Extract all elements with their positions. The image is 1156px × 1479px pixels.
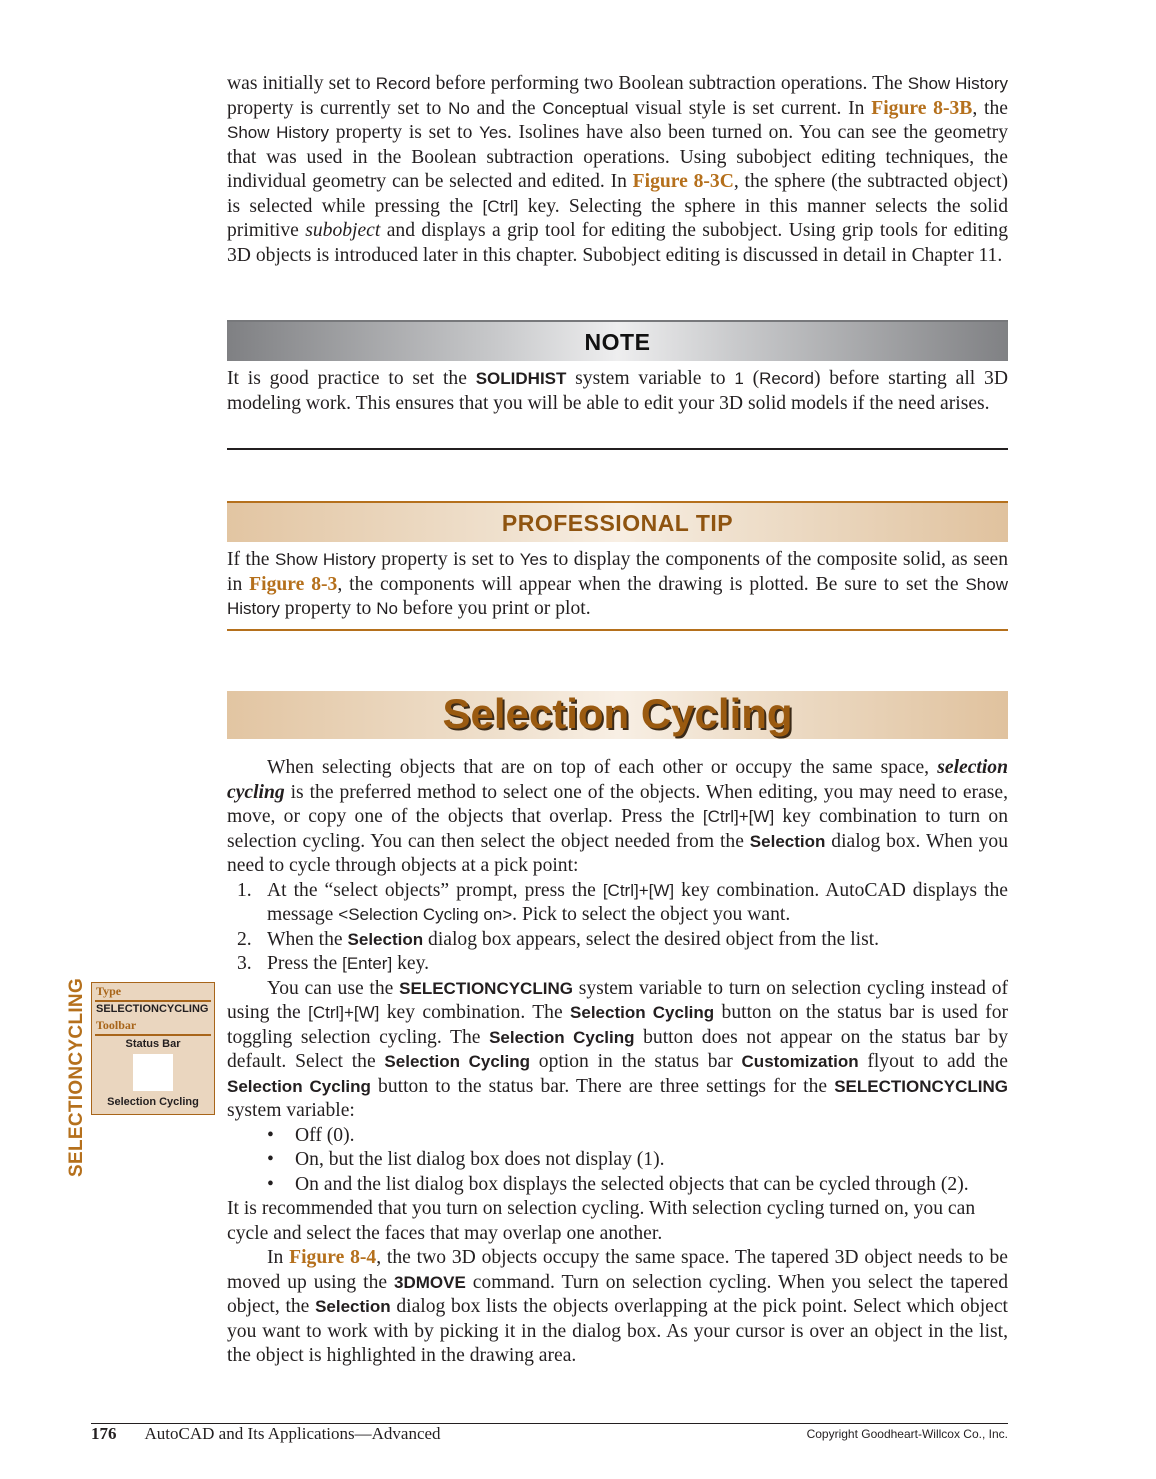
text-run: and the [469,97,543,119]
text-run: option in the status bar [530,1051,742,1072]
figure-link[interactable]: Figure 8-4 [289,1247,377,1268]
text-run: When selecting objects that are on top of each other or occupy the same space, [267,757,938,778]
text-run: key. [392,953,430,974]
text-run: Conceptual [542,98,629,118]
text-run: subobject [305,220,381,241]
text-run: ( [743,368,760,389]
text-run: Show History [907,74,1009,93]
page-number: 176 [91,1424,117,1443]
text-run: Record [759,369,814,388]
text-run: <Selection Cycling on> [338,905,513,924]
figure-link[interactable]: Figure 8-3B [871,97,973,119]
text-run: [Ctrl]+[W] [308,1003,380,1022]
text-run: Record [375,74,431,93]
text-run: . Isolines have also been turned on. You can see the geometry that was used in the Boolean subtraction operations. Using subobject editing techniques, the individual geometry can be selected and edited. In [227,122,1009,192]
section-title: Selection Cycling [227,691,1008,739]
copyright: Copyright Goodheart-Willcox Co., Inc. [806,1427,1008,1441]
ui-term: SELECTIONCYCLING [399,978,573,998]
ui-term: Selection Cycling [227,1076,371,1096]
settings-list [227,1124,1008,1198]
text-run: property is set to [328,122,480,143]
text-run: Show History [227,574,1008,618]
text-run: Show History [275,550,376,569]
figure-link[interactable]: Figure 8-3C [632,171,734,192]
ui-term: Selection Cycling [384,1052,530,1071]
button-caption: Selection Cycling [107,1096,199,1108]
text-run: Yes [519,550,548,569]
command-sidebar-box [91,982,215,1115]
intro-paragraph [227,72,1008,268]
text-run: Show History [227,123,329,142]
text-run: No [448,98,470,118]
note-header: NOTE [227,320,1008,361]
text-run: key combination. The [379,1002,571,1023]
text-run: key combination to turn on selection cycling. You can then select the object needed from the [227,806,1009,852]
text-run: No [376,599,398,618]
text-run: is the preferred method to select one of the objects. When editing, you may need to erase, move, or copy one of the objects that overlap. Press the [227,781,1008,827]
text-run: 1 [734,369,744,388]
text-run: system variable to turn on selection cycling instead of using the [227,977,1009,1023]
section-body [227,756,1008,1369]
text-run: flyout to add the [858,1051,1008,1072]
ui-term: SOLIDHIST [475,369,567,388]
list-item: 3. Press the [Enter] key. [237,953,430,974]
text-run: Off (0). [295,1124,355,1146]
text-run: [Ctrl]+[W] [702,807,775,826]
text-run: button to the status bar. There are three settings for the [370,1075,835,1097]
text-run: to display the components of the composite solid, as seen in [227,549,1009,595]
text-run: property is set to [375,549,520,570]
text-run: dialog box. When you need to cycle through objects at a pick point: [227,830,1008,876]
text-run: visual style is set current. In [628,97,872,119]
text-run: key. Selecting the sphere in this manner selects the solid primitive [227,195,1008,241]
text-run: system variable: [227,1100,355,1121]
text-run: . Pick to select the object you want. [512,904,791,925]
ui-term: SELECTIONCYCLING [834,1076,1008,1096]
text-run: before performing two Boolean subtraction operations. The [430,73,908,94]
text-run: command. Turn on selection cycling. When you select the tapered object, the [227,1271,1008,1317]
text-run: key combination. AutoCAD displays the message [267,879,1008,925]
list-item: 1. At the “select objects” prompt, press the [Ctrl]+[W] key combination. AutoCAD displays the message <Selection Cycling on>. Pick to select the object you want. [237,879,1008,925]
type-label: Type [96,984,122,998]
text-run: You can use the [267,977,400,999]
text-run: button does not appear on the status bar by default. Select the [227,1026,1008,1072]
list-item: 2. When the Selection dialog box appears, select the desired object from the list. [237,928,880,950]
text-run: button on the status bar is used for toggling selection cycling. The [227,1002,1009,1048]
sidebar-vertical-label: SELECTIONCYCLING [66,977,87,1177]
text-run: before you print or plot. [397,598,591,619]
text-run: property is currently set to [227,97,449,119]
selection-cycling-button-icon [133,1054,173,1091]
toolbar-value: Status Bar [125,1038,181,1050]
ui-term: Selection Cycling [570,1003,715,1022]
text-run: [Enter] [342,954,393,973]
ui-term: Customization [741,1052,859,1071]
text-run: ) before starting all 3D modeling work. This ensures that you will be able to edit your 3D solid models if the need arises. [227,368,1008,414]
tip-divider [227,629,1008,631]
list-item: • On and the list dialog box displays the selected objects that can be cycled through (2). [267,1173,969,1195]
text-run: dialog box lists the objects overlapping at the pick point. Select which object you want to work with by picking it in the dialog box. As your cursor is over an object in the list, the object is highlighted in the drawing area. [227,1296,1008,1366]
ui-term: Selection Cycling [489,1027,635,1047]
figure-link[interactable]: Figure 8-3 [249,573,338,595]
text-run: On and the list dialog box displays the selected objects that can be cycled through (2). [295,1173,969,1195]
text-run: [Ctrl] [482,196,519,216]
list-item: • On, but the list dialog box does not display (1). [267,1149,665,1170]
text-run: dialog box appears, select the desired object from the list. [423,928,880,950]
text-run: At the “select objects” prompt, press the [267,879,603,901]
note-body [227,367,1008,416]
note-divider [227,448,1008,450]
text-run: When the [267,928,348,950]
ui-term: Selection [315,1297,391,1316]
professional-tip-header: PROFESSIONAL TIP [227,501,1008,542]
type-value: SELECTIONCYCLING [96,1003,209,1015]
text-run: Press the [267,953,343,974]
ui-term: 3DMOVE [394,1272,466,1292]
text-run: In [267,1247,290,1268]
text-run: selection cycling [227,757,1008,803]
text-run: , the two 3D objects occupy the same space. The tapered 3D object needs to be moved up using the [227,1247,1008,1293]
text-run: was initially set to [227,73,376,94]
text-run: , the [972,97,1008,119]
text-run: property to [279,598,377,619]
book-title: AutoCAD and Its Applications—Advanced [144,1424,441,1443]
text-run: It is good practice to set the [227,368,476,389]
text-run: and displays a grip tool for editing the subobject. Using grip tools for editing 3D objects is introduced later in this chapter. Subobject editing is discussed in detail in Chapter 11. [227,220,1009,266]
text-run: It is recommended that you turn on selection cycling. With selection cycling turned on, you can cycle and select the faces that may overlap one another. [227,1198,976,1244]
steps-list [227,879,1008,977]
text-run: system variable to [566,368,735,389]
text-run: , the components will appear when the drawing is plotted. Be sure to set the [337,573,966,595]
ui-term: Selection [749,831,826,851]
text-run: , the sphere (the subtracted object) is selected while pressing the [227,171,1008,217]
text-run: On, but the list dialog box does not display (1). [295,1149,665,1170]
text-run: Yes [479,123,507,142]
text-run: If the [227,549,276,570]
text-run: [Ctrl]+[W] [602,880,675,900]
toolbar-label: Toolbar [96,1018,137,1032]
tip-body [227,548,1008,622]
footer-left [91,1424,441,1444]
ui-term: Selection [347,929,424,949]
list-item: • Off (0). [267,1124,355,1146]
